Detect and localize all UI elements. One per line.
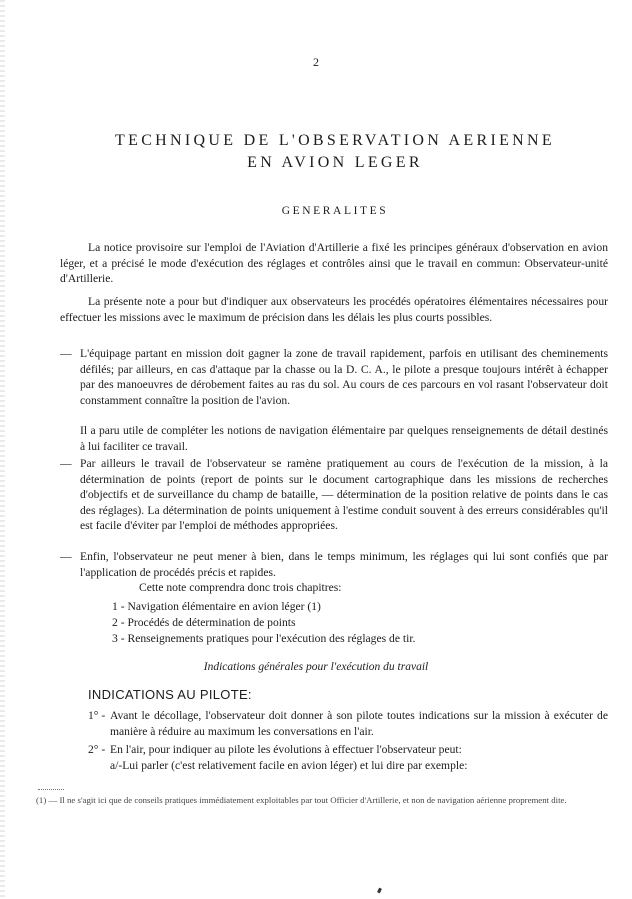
bullet-dash: —: [60, 457, 72, 470]
bullet-adjustment-text: Enfin, l'observateur ne peut mener à bien, dans le temps minimum, les réglages qui lui sont confiés que par l'application de procédés précis et rapides.: [80, 550, 608, 579]
bullet-dash: —: [60, 550, 72, 563]
subtitle-italic: Indications générales pour l'exécution du travail: [203, 661, 429, 673]
bullet-crew-text-cont: Il a paru utile de compléter les notions de navigation élémentaire par quelques renseignements de détail destinés à lui faciliter ce travail.: [80, 424, 608, 453]
section-heading: GENERALITES: [281, 205, 389, 217]
pilot-heading: INDICATIONS AU PILOTE:: [88, 687, 252, 702]
ink-mark: [377, 888, 382, 894]
pilot-item-subtext: a/-Lui parler (c'est relativement facile en avion léger) et lui dire par exemple:: [110, 759, 468, 772]
chapter-item: 3 - Renseignements pratiques pour l'exécution des réglages de tir.: [112, 632, 416, 645]
bullet-crew-text: L'équipage partant en mission doit gagner la zone de travail rapidement, parfois en utilisant des cheminements défilés; par ailleurs, en cas d'attaque par la chasse ou la D. C. A., le pilote a presque toujours intérêt à échapper par des manoeuvres de dérobement faites au ras du sol. Au cours de ces parcours en vol rasant l'observateur doit constamment connaître la position de l'avion.: [80, 347, 608, 407]
page-number: 2: [313, 55, 319, 69]
item-number: 1° -: [88, 709, 106, 722]
chapters-intro: Cette note comprendra donc trois chapitres:: [139, 581, 342, 594]
item-number: 2° -: [88, 743, 106, 756]
pilot-item-text: Avant le décollage, l'observateur doit donner à son pilote toutes indications sur la mission à exécuter de manière à réduire au maximum les conversations en l'air.: [110, 709, 608, 738]
paragraph-intro: La notice provisoire sur l'emploi de l'Aviation d'Artillerie a fixé les principes généraux d'observation en avion léger, et a précisé le mode d'exécution des réglages et contrôles ainsi que le travail en commun: Observateur-unité d'Artillerie.: [60, 241, 608, 286]
pilot-item-text: En l'air, pour indiquer au pilote les évolutions à effectuer l'observateur peut:: [110, 743, 462, 756]
footnote-rule: [38, 789, 64, 790]
bullet-dash: —: [60, 347, 72, 360]
document-title-line2: EN AVION LEGER: [247, 154, 423, 171]
document-title-line1: TECHNIQUE DE L'OBSERVATION AERIENNE: [115, 132, 555, 149]
footnote: (1) — Il ne s'agit ici que de conseils pratiques immédiatement exploitables par tout Officier d'Artillerie, et non de navigation aérienne proprement dite.: [36, 795, 567, 805]
chapter-item: 1 - Navigation élémentaire en avion léger (1): [112, 600, 321, 613]
bullet-observer-text: Par ailleurs le travail de l'observateur se ramène pratiquement au cours de l'exécution de la mission, à la détermination de points (report de points sur le document cartographique dans les missions de recherches d'objectifs et de surveillance du champ de bataille, — détermination de la position relative de points dans le cas des réglages). La détermination de points uniquement à l'estime conduit souvent à des erreurs considérables qu'il est facile d'éviter par l'emploi de méthodes appropriées.: [80, 457, 608, 533]
chapter-item: 2 - Procédés de détermination de points: [112, 616, 296, 629]
paragraph-purpose: La présente note a pour but d'indiquer aux observateurs les procédés opératoires élémentaires nécessaires pour effectuer les missions avec le maximum de précision dans les délais les plus courts possibles.: [60, 295, 608, 324]
